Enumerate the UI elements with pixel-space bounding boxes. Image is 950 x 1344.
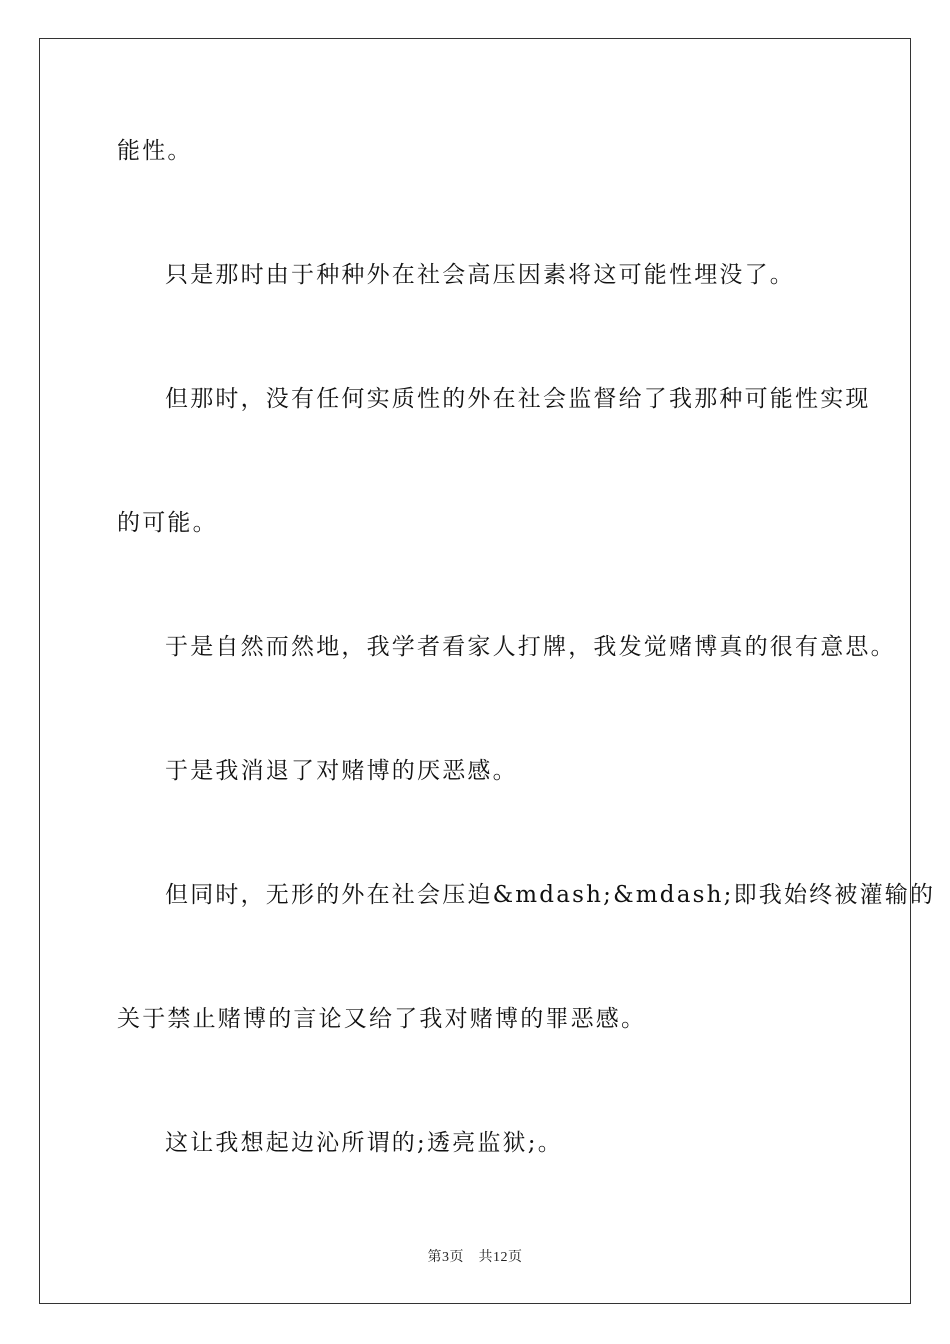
text-line-1: 能性。 (117, 138, 193, 164)
text-line-7: 但同时，无形的外在社会压迫&mdash;&mdash;即我始终被灌输的 (165, 882, 936, 908)
page-border (39, 38, 911, 1304)
text-line-3: 但那时，没有任何实质性的外在社会监督给了我那种可能性实现 (165, 386, 871, 412)
text-line-6: 于是我消退了对赌博的厌恶感。 (165, 758, 518, 784)
text-line-8: 关于禁止赌博的言论又给了我对赌博的罪恶感。 (117, 1006, 647, 1032)
text-line-2: 只是那时由于种种外在社会高压因素将这可能性埋没了。 (165, 262, 795, 288)
text-line-9: 这让我想起边沁所谓的;透亮监狱;。 (165, 1130, 563, 1156)
page-number-footer: 第3页 共12页 (427, 1250, 523, 1265)
text-line-4: 的可能。 (117, 510, 218, 536)
text-line-5: 于是自然而然地，我学者看家人打牌，我发觉赌博真的很有意思。 (165, 634, 896, 660)
